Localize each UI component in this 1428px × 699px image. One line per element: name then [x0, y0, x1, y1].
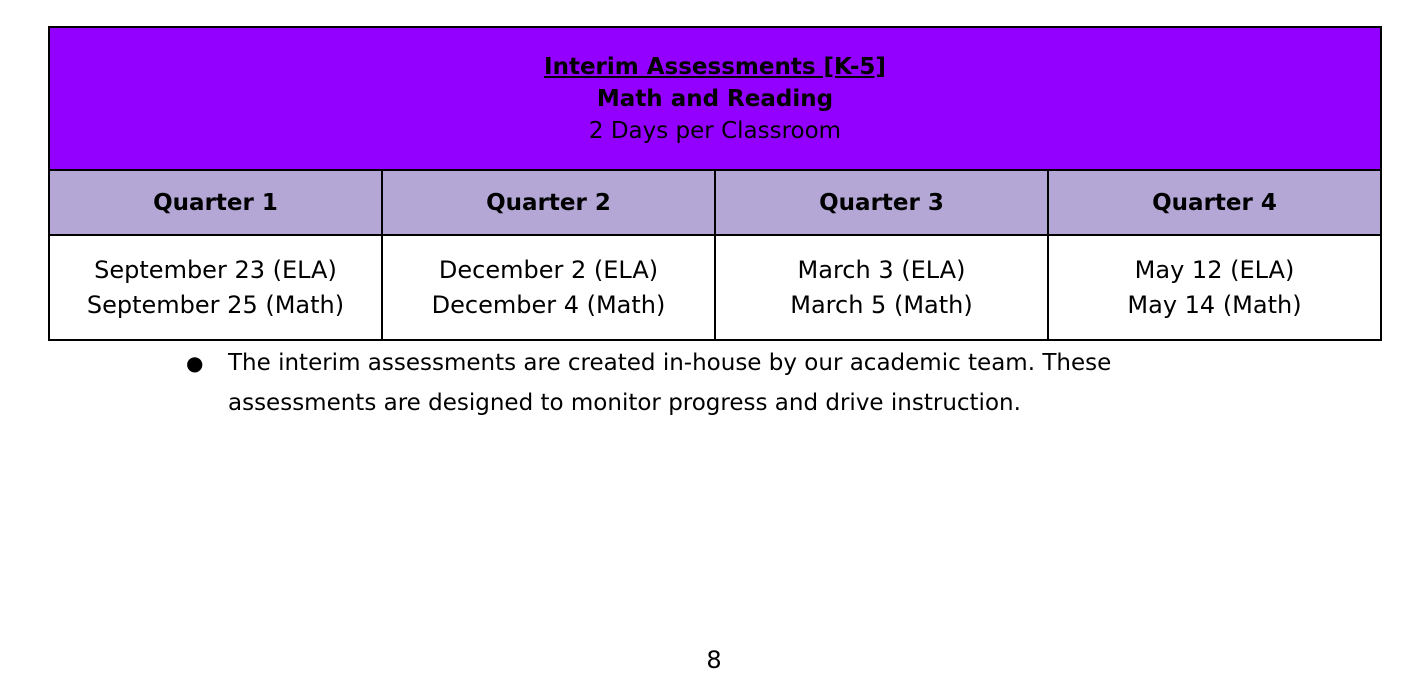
list-item	[184, 343, 1244, 423]
assessment-schedule-table	[48, 26, 1382, 341]
quarter-2-ela-date: December 2 (ELA)	[438, 255, 659, 284]
quarter-1-ela-date: September 23 (ELA)	[94, 255, 337, 284]
quarter-4-ela-date: May 12 (ELA)	[1134, 255, 1295, 284]
quarter-header-4: Quarter 4	[1048, 170, 1381, 235]
quarter-header-row	[49, 170, 1381, 235]
quarter-3-math-date: March 5 (Math)	[790, 290, 973, 319]
notes-list	[184, 343, 1244, 423]
quarter-4-dates	[1048, 235, 1381, 340]
quarter-header-3: Quarter 3	[715, 170, 1048, 235]
quarter-1-math-date: September 25 (Math)	[86, 290, 345, 319]
bullet-icon: ●	[186, 351, 204, 375]
quarter-4-math-date: May 14 (Math)	[1127, 290, 1302, 319]
banner-subtitle: Math and Reading	[596, 85, 834, 112]
quarter-2-dates	[382, 235, 715, 340]
quarter-3-ela-date: March 3 (ELA)	[797, 255, 966, 284]
note-text: The interim assessments are created in-house by our academic team. These assessments are designed to monitor progress and drive instruction.	[228, 350, 1112, 416]
quarter-header-1: Quarter 1	[49, 170, 382, 235]
dates-row	[49, 235, 1381, 340]
quarter-1-dates	[49, 235, 382, 340]
quarter-3-dates	[715, 235, 1048, 340]
banner-title: Interim Assessments [K-5]	[544, 53, 886, 80]
quarter-2-math-date: December 4 (Math)	[431, 290, 666, 319]
page-number: 8	[706, 646, 722, 674]
quarter-header-2: Quarter 2	[382, 170, 715, 235]
banner-note: 2 Days per Classroom	[588, 117, 842, 144]
banner-cell	[49, 27, 1381, 170]
banner-row	[49, 27, 1381, 170]
